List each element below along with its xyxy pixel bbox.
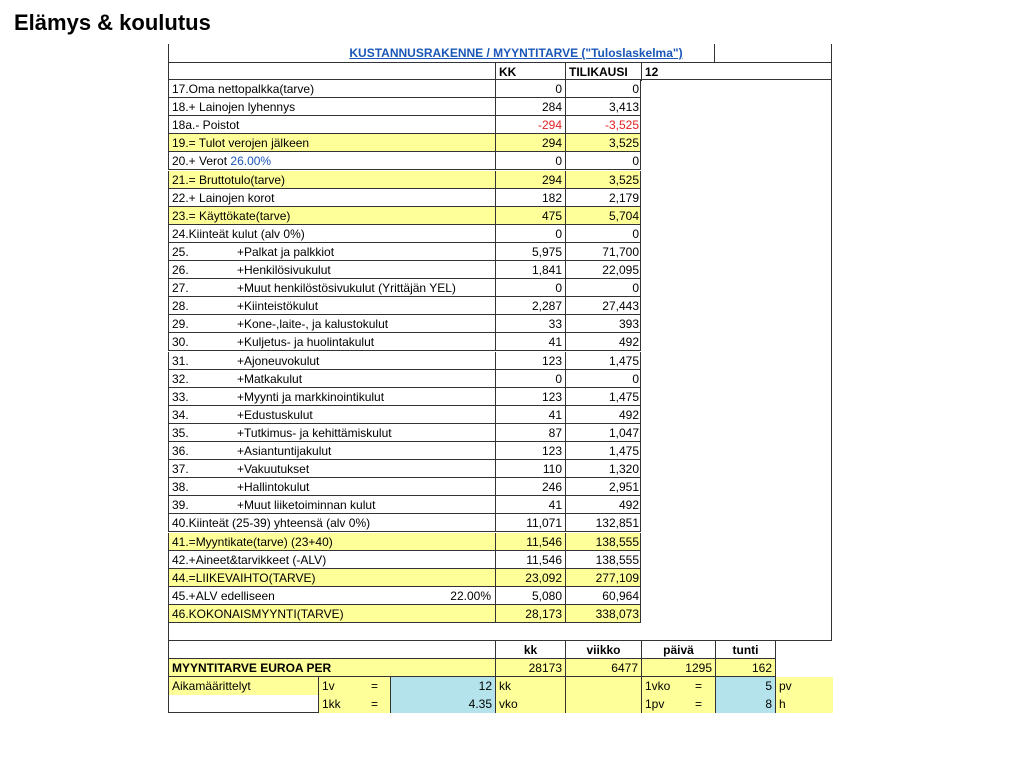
table-row bbox=[168, 80, 641, 98]
row-label bbox=[169, 424, 496, 442]
row-label-text: 18.+ Lainojen lyhennys bbox=[172, 100, 296, 115]
row-label bbox=[169, 225, 496, 243]
value-kk: 110 bbox=[496, 460, 566, 478]
def-unit-b: 1pv bbox=[642, 695, 682, 713]
period-header-kk: kk bbox=[496, 641, 566, 659]
period-header-viikko: viikko bbox=[566, 641, 642, 659]
row-label bbox=[169, 171, 496, 189]
row-label bbox=[169, 388, 496, 406]
value-kk: 0 bbox=[496, 80, 566, 98]
value-kk: -294 bbox=[496, 116, 566, 134]
col-header-kk: KK bbox=[496, 63, 566, 81]
def-unit-b: 1vko bbox=[642, 677, 682, 695]
value-kk: 23,092 bbox=[496, 569, 566, 587]
row-label bbox=[169, 243, 496, 261]
table-row bbox=[168, 279, 641, 297]
time-definition-row bbox=[168, 695, 832, 713]
table-row bbox=[168, 134, 641, 152]
sheet-right-border bbox=[831, 62, 832, 623]
row-sublabel: +Muut liiketoiminnan kulut bbox=[237, 498, 376, 513]
row-sublabel: +Kuljetus- ja huolintakulut bbox=[237, 335, 375, 350]
value-kk: 11,546 bbox=[496, 533, 566, 551]
row-sublabel: +Palkat ja palkkiot bbox=[237, 244, 335, 259]
value-tilikausi: 138,555 bbox=[595, 534, 639, 549]
value-tilikausi: 277,109 bbox=[595, 570, 639, 585]
value-kk: 41 bbox=[496, 496, 566, 514]
def-blank bbox=[566, 695, 642, 713]
value-tilikausi: 3,413 bbox=[608, 100, 639, 115]
table-row bbox=[168, 243, 641, 261]
table-row bbox=[168, 569, 641, 587]
row-label bbox=[169, 478, 496, 496]
row-sublabel: +Hallintokulut bbox=[237, 480, 310, 495]
row-label-text: 26. bbox=[172, 263, 189, 277]
value-kk: 246 bbox=[496, 478, 566, 496]
table-row bbox=[168, 171, 641, 189]
sheet-heading: KUSTANNUSRAKENNE / MYYNTITARVE ("Tuloslaskelma") bbox=[349, 46, 683, 60]
value-tilikausi: 0 bbox=[632, 226, 639, 241]
value-tilikausi: 60,964 bbox=[602, 588, 639, 603]
value-tilikausi: 0 bbox=[632, 82, 639, 96]
table-row bbox=[168, 152, 641, 170]
row-label bbox=[169, 514, 496, 532]
value-kk: 0 bbox=[496, 370, 566, 388]
row-label-text: 29. bbox=[172, 317, 189, 332]
row-label bbox=[169, 551, 496, 569]
value-kk: 294 bbox=[496, 134, 566, 152]
tax-rate-value: 26.00% bbox=[230, 154, 272, 169]
row-label-text: 32. bbox=[172, 371, 189, 386]
period-value-paiva: 1295 bbox=[642, 659, 716, 677]
period-header-row bbox=[168, 641, 776, 659]
row-label-text: 18a.- Poistot bbox=[172, 118, 240, 133]
row-label-text: 33. bbox=[172, 389, 189, 404]
table-row bbox=[168, 388, 641, 406]
value-tilikausi: 1,475 bbox=[608, 444, 639, 458]
table-row bbox=[168, 551, 641, 569]
value-kk: 0 bbox=[496, 279, 566, 297]
value-tilikausi: 3,525 bbox=[608, 172, 639, 187]
period-header-tunti: tunti bbox=[716, 641, 776, 659]
column-header-row bbox=[168, 62, 832, 80]
table-row bbox=[168, 207, 641, 225]
row-sublabel: +Henkilösivukulut bbox=[237, 263, 331, 277]
row-label bbox=[169, 442, 496, 460]
value-kk: 475 bbox=[496, 207, 566, 225]
row-label-text: 17.Oma nettopalkka(tarve) bbox=[172, 82, 315, 96]
def-unit: kk bbox=[496, 677, 566, 695]
row-label-text: 46.KOKONAISMYYNTI(TARVE) bbox=[172, 606, 344, 621]
row-label bbox=[169, 261, 496, 279]
row-label-text: 40.Kiinteät (25-39) yhteensä (alv 0%) bbox=[172, 516, 371, 531]
def-unit-2: pv bbox=[776, 677, 833, 695]
row-label-text: 21.= Bruttotulo(tarve) bbox=[172, 172, 286, 187]
table-row bbox=[168, 352, 641, 370]
value-kk: 33 bbox=[496, 315, 566, 333]
value-tilikausi: 2,179 bbox=[608, 190, 639, 205]
value-tilikausi: 5,704 bbox=[608, 208, 639, 223]
row-label-text: 45.+ALV edelliseen bbox=[172, 588, 275, 603]
table-row bbox=[168, 225, 641, 243]
value-kk: 123 bbox=[496, 442, 566, 460]
row-label bbox=[169, 297, 496, 315]
value-kk: 28,173 bbox=[496, 605, 566, 623]
value-tilikausi: 1,047 bbox=[608, 425, 639, 440]
table-row bbox=[168, 478, 641, 496]
row-label-text: 28. bbox=[172, 299, 189, 314]
row-sublabel: +Asiantuntijakulut bbox=[237, 444, 332, 458]
value-tilikausi: 0 bbox=[632, 371, 639, 386]
col-header-tilikausi: TILIKAUSI bbox=[566, 63, 642, 81]
row-label bbox=[169, 279, 496, 297]
row-label bbox=[169, 116, 496, 134]
value-kk: 1,841 bbox=[496, 261, 566, 279]
value-tilikausi: 0 bbox=[632, 281, 639, 296]
def-equals-2: = bbox=[682, 677, 716, 695]
def-value-2: 5 bbox=[716, 677, 776, 695]
value-tilikausi: 492 bbox=[618, 498, 639, 513]
def-equals: = bbox=[359, 695, 391, 713]
value-tilikausi: 2,951 bbox=[608, 480, 639, 495]
row-label bbox=[169, 80, 496, 98]
row-label bbox=[169, 605, 496, 623]
row-label-text: 42.+Aineet&tarvikkeet (-ALV) bbox=[172, 552, 327, 567]
row-label-text: 31. bbox=[172, 353, 189, 368]
table-row bbox=[168, 261, 641, 279]
table-row bbox=[168, 605, 641, 623]
row-sublabel: +Kiinteistökulut bbox=[237, 299, 319, 314]
row-label-text: 36. bbox=[172, 444, 189, 458]
time-definition-label bbox=[169, 695, 319, 713]
def-unit-a: 1kk bbox=[319, 695, 359, 713]
value-tilikausi: 0 bbox=[632, 154, 639, 169]
table-row bbox=[168, 98, 641, 116]
value-kk: 123 bbox=[496, 388, 566, 406]
def-value: 4.35 bbox=[391, 695, 496, 713]
period-value-viikko: 6477 bbox=[566, 659, 642, 677]
def-blank bbox=[566, 677, 642, 695]
value-kk: 294 bbox=[496, 171, 566, 189]
blank-row bbox=[168, 623, 832, 641]
table-row bbox=[168, 370, 641, 388]
row-label bbox=[169, 98, 496, 116]
row-label-text: 20.+ Verot bbox=[172, 154, 231, 169]
row-label bbox=[169, 352, 496, 370]
table-row bbox=[168, 533, 641, 551]
value-kk: 0 bbox=[496, 152, 566, 170]
row-sublabel: +Vakuutukset bbox=[237, 462, 310, 477]
time-definition-label: Aikamäärittelyt bbox=[169, 677, 319, 695]
value-kk: 11,546 bbox=[496, 551, 566, 569]
table-row bbox=[168, 442, 641, 460]
row-sublabel: +Ajoneuvokulut bbox=[237, 353, 320, 368]
value-tilikausi: 338,073 bbox=[595, 606, 639, 621]
row-label bbox=[169, 152, 496, 170]
value-kk: 123 bbox=[496, 352, 566, 370]
value-kk: 87 bbox=[496, 424, 566, 442]
slide-title: Elämys & koulutus bbox=[14, 10, 211, 35]
row-label bbox=[169, 569, 496, 587]
value-kk: 41 bbox=[496, 333, 566, 351]
row-label bbox=[169, 189, 496, 207]
row-label-text: 38. bbox=[172, 480, 189, 495]
row-label-text: 27. bbox=[172, 281, 189, 296]
row-sublabel: +Edustuskulut bbox=[237, 407, 313, 422]
table-row bbox=[168, 116, 641, 134]
value-kk: 11,071 bbox=[496, 514, 566, 532]
value-tilikausi: 22,095 bbox=[602, 263, 639, 277]
value-kk: 0 bbox=[496, 225, 566, 243]
def-unit-a: 1v bbox=[319, 677, 359, 695]
sheet-heading-row bbox=[168, 44, 832, 62]
table-row bbox=[168, 496, 641, 514]
table-row bbox=[168, 333, 641, 351]
row-label bbox=[169, 333, 496, 351]
row-label bbox=[169, 134, 496, 152]
row-sublabel: +Muut henkilöstösivukulut (Yrittäjän YEL) bbox=[237, 281, 456, 296]
table-row bbox=[168, 460, 641, 478]
value-kk: 284 bbox=[496, 98, 566, 116]
row-label-text: 39. bbox=[172, 498, 189, 513]
row-label-text: 23.= Käyttökate(tarve) bbox=[172, 208, 291, 223]
row-label-text: 24.Kiinteät kulut (alv 0%) bbox=[172, 226, 305, 241]
table-row bbox=[168, 587, 641, 605]
def-unit-2: h bbox=[776, 695, 833, 713]
value-tilikausi: 3,525 bbox=[608, 136, 639, 151]
vat-rate-value: 22.00% bbox=[450, 588, 491, 603]
row-sublabel: +Tutkimus- ja kehittämiskulut bbox=[237, 425, 392, 440]
row-label-text: 37. bbox=[172, 462, 189, 477]
row-sublabel: +Kone-,laite-, ja kalustokulut bbox=[237, 317, 389, 332]
value-tilikausi: 1,475 bbox=[608, 389, 639, 404]
period-value-kk: 28173 bbox=[496, 659, 566, 677]
period-header-blank bbox=[169, 641, 496, 659]
value-tilikausi: 492 bbox=[618, 407, 639, 422]
period-header-paiva: päivä bbox=[642, 641, 716, 659]
row-label bbox=[169, 460, 496, 478]
row-sublabel: +Myynti ja markkinointikulut bbox=[237, 389, 385, 404]
value-tilikausi: 393 bbox=[618, 317, 639, 332]
row-label-text: 35. bbox=[172, 425, 189, 440]
value-tilikausi: 138,555 bbox=[595, 552, 639, 567]
row-label-text: 34. bbox=[172, 407, 189, 422]
def-unit: vko bbox=[496, 695, 566, 713]
table-row bbox=[168, 406, 641, 424]
def-equals-2: = bbox=[682, 695, 716, 713]
value-kk: 41 bbox=[496, 406, 566, 424]
value-tilikausi: 1,320 bbox=[608, 462, 639, 477]
def-equals: = bbox=[359, 677, 391, 695]
period-values-row bbox=[168, 659, 776, 677]
table-row bbox=[168, 514, 641, 532]
value-tilikausi: 132,851 bbox=[595, 516, 639, 531]
period-value-tunti: 162 bbox=[716, 659, 776, 677]
row-label bbox=[169, 406, 496, 424]
row-label bbox=[169, 587, 496, 605]
table-row bbox=[168, 297, 641, 315]
row-label bbox=[169, 315, 496, 333]
time-definition-row bbox=[168, 677, 832, 695]
row-label-text: 41.=Myyntikate(tarve) (23+40) bbox=[172, 534, 333, 549]
row-label-text: 25. bbox=[172, 244, 189, 259]
value-tilikausi: -3,525 bbox=[604, 118, 639, 133]
row-label-text: 22.+ Lainojen korot bbox=[172, 190, 275, 205]
row-label bbox=[169, 496, 496, 514]
row-label bbox=[169, 207, 496, 225]
value-tilikausi: 71,700 bbox=[602, 244, 639, 259]
def-value-2: 8 bbox=[716, 695, 776, 713]
value-kk: 182 bbox=[496, 189, 566, 207]
row-sublabel: +Matkakulut bbox=[237, 371, 303, 386]
period-values-label: MYYNTITARVE EUROA PER bbox=[169, 659, 496, 677]
value-tilikausi: 1,475 bbox=[608, 353, 639, 368]
row-label bbox=[169, 533, 496, 551]
col-header-months: 12 bbox=[645, 65, 659, 79]
table-row bbox=[168, 424, 641, 442]
value-kk: 5,975 bbox=[496, 243, 566, 261]
row-label-text: 44.=LIIKEVAIHTO(TARVE) bbox=[172, 570, 316, 585]
row-label-text: 30. bbox=[172, 335, 189, 350]
table-row bbox=[168, 315, 641, 333]
row-label-text: 19.= Tulot verojen jälkeen bbox=[172, 136, 310, 151]
value-tilikausi: 492 bbox=[618, 335, 639, 350]
value-tilikausi: 27,443 bbox=[602, 299, 639, 314]
table-row bbox=[168, 189, 641, 207]
value-kk: 5,080 bbox=[496, 587, 566, 605]
def-value: 12 bbox=[391, 677, 496, 695]
row-label bbox=[169, 370, 496, 388]
value-kk: 2,287 bbox=[496, 297, 566, 315]
